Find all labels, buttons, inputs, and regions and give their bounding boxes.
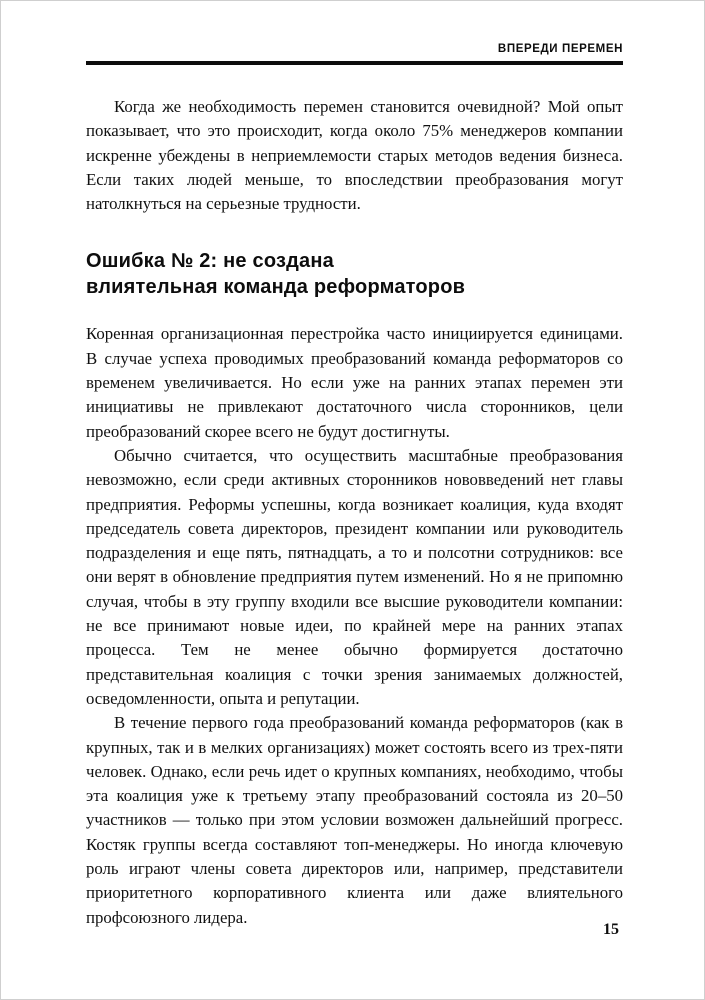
paragraph: Обычно считается, что осуществить масштабные преобразования невозможно, если среди активных сторонников нововведений нет главы предприятия. Реформы успешны, когда возникает коалиция, куда входят председатель совета директоров, президент компании или руководитель подразделения и еще пять, пятнадцать, а то и полсотни сотрудников: все они верят в обновление предприятия путем изменений. Но я не припомню случая, чтобы в эту группу входили все высшие руководители компании: не все принимают новые идеи, по крайней мере на ранних этапах процесса. Тем не менее обычно формируется достаточно представительная коалиция с точки зрения занимаемых должностей, осведомленности, опыта и репутации. <box>86 445 623 708</box>
paragraph: В течение первого года преобразований команда реформаторов (как в крупных, так и в мелких организациях) может состоять всего из трех-пяти человек. Однако, если речь идет о крупных компаниях, необходимо, чтобы эта коалиция уже к третьему этапу преобразований состояла из 20–50 участников — только при этом условии возможен дальнейший прогресс. Костяк группы всегда составляют топ-менеджеры. Но иногда ключевую роль играют члены совета директоров или, например, представители приоритетного корпоративного клиента или даже влиятельного профсоюзного лидера. <box>86 713 623 927</box>
page-number: 15 <box>603 921 619 938</box>
section-heading-line-1: Ошибка № 2: не создана <box>86 250 334 273</box>
running-head: ВПЕРЕДИ ПЕРЕМЕН <box>497 43 623 55</box>
page-header <box>86 1 623 65</box>
page-body <box>86 95 623 930</box>
section-heading-line-2: влиятельная команда реформаторов <box>86 276 466 299</box>
paragraph: Коренная организационная перестройка часто инициируется единицами. В случае успеха проводимых преобразований команда реформаторов со временем увеличивается. Но если уже на ранних этапах перемен эти инициативы не привлекают достаточного числа сторонников, цели преобразований скорее всего не будут достигнуты. <box>86 324 623 441</box>
paragraph-intro: Когда же необходимость перемен становится очевидной? Мой опыт показывает, что это происходит, когда около 75% менеджеров компании искренне убеждены в неприемлемости старых методов ведения бизнеса. Если таких людей меньше, то впоследствии преобразования могут натолкнуться на серьезные трудности. <box>86 97 623 214</box>
header-rule <box>86 61 623 65</box>
page-content <box>86 1 623 930</box>
section-heading <box>86 248 623 300</box>
